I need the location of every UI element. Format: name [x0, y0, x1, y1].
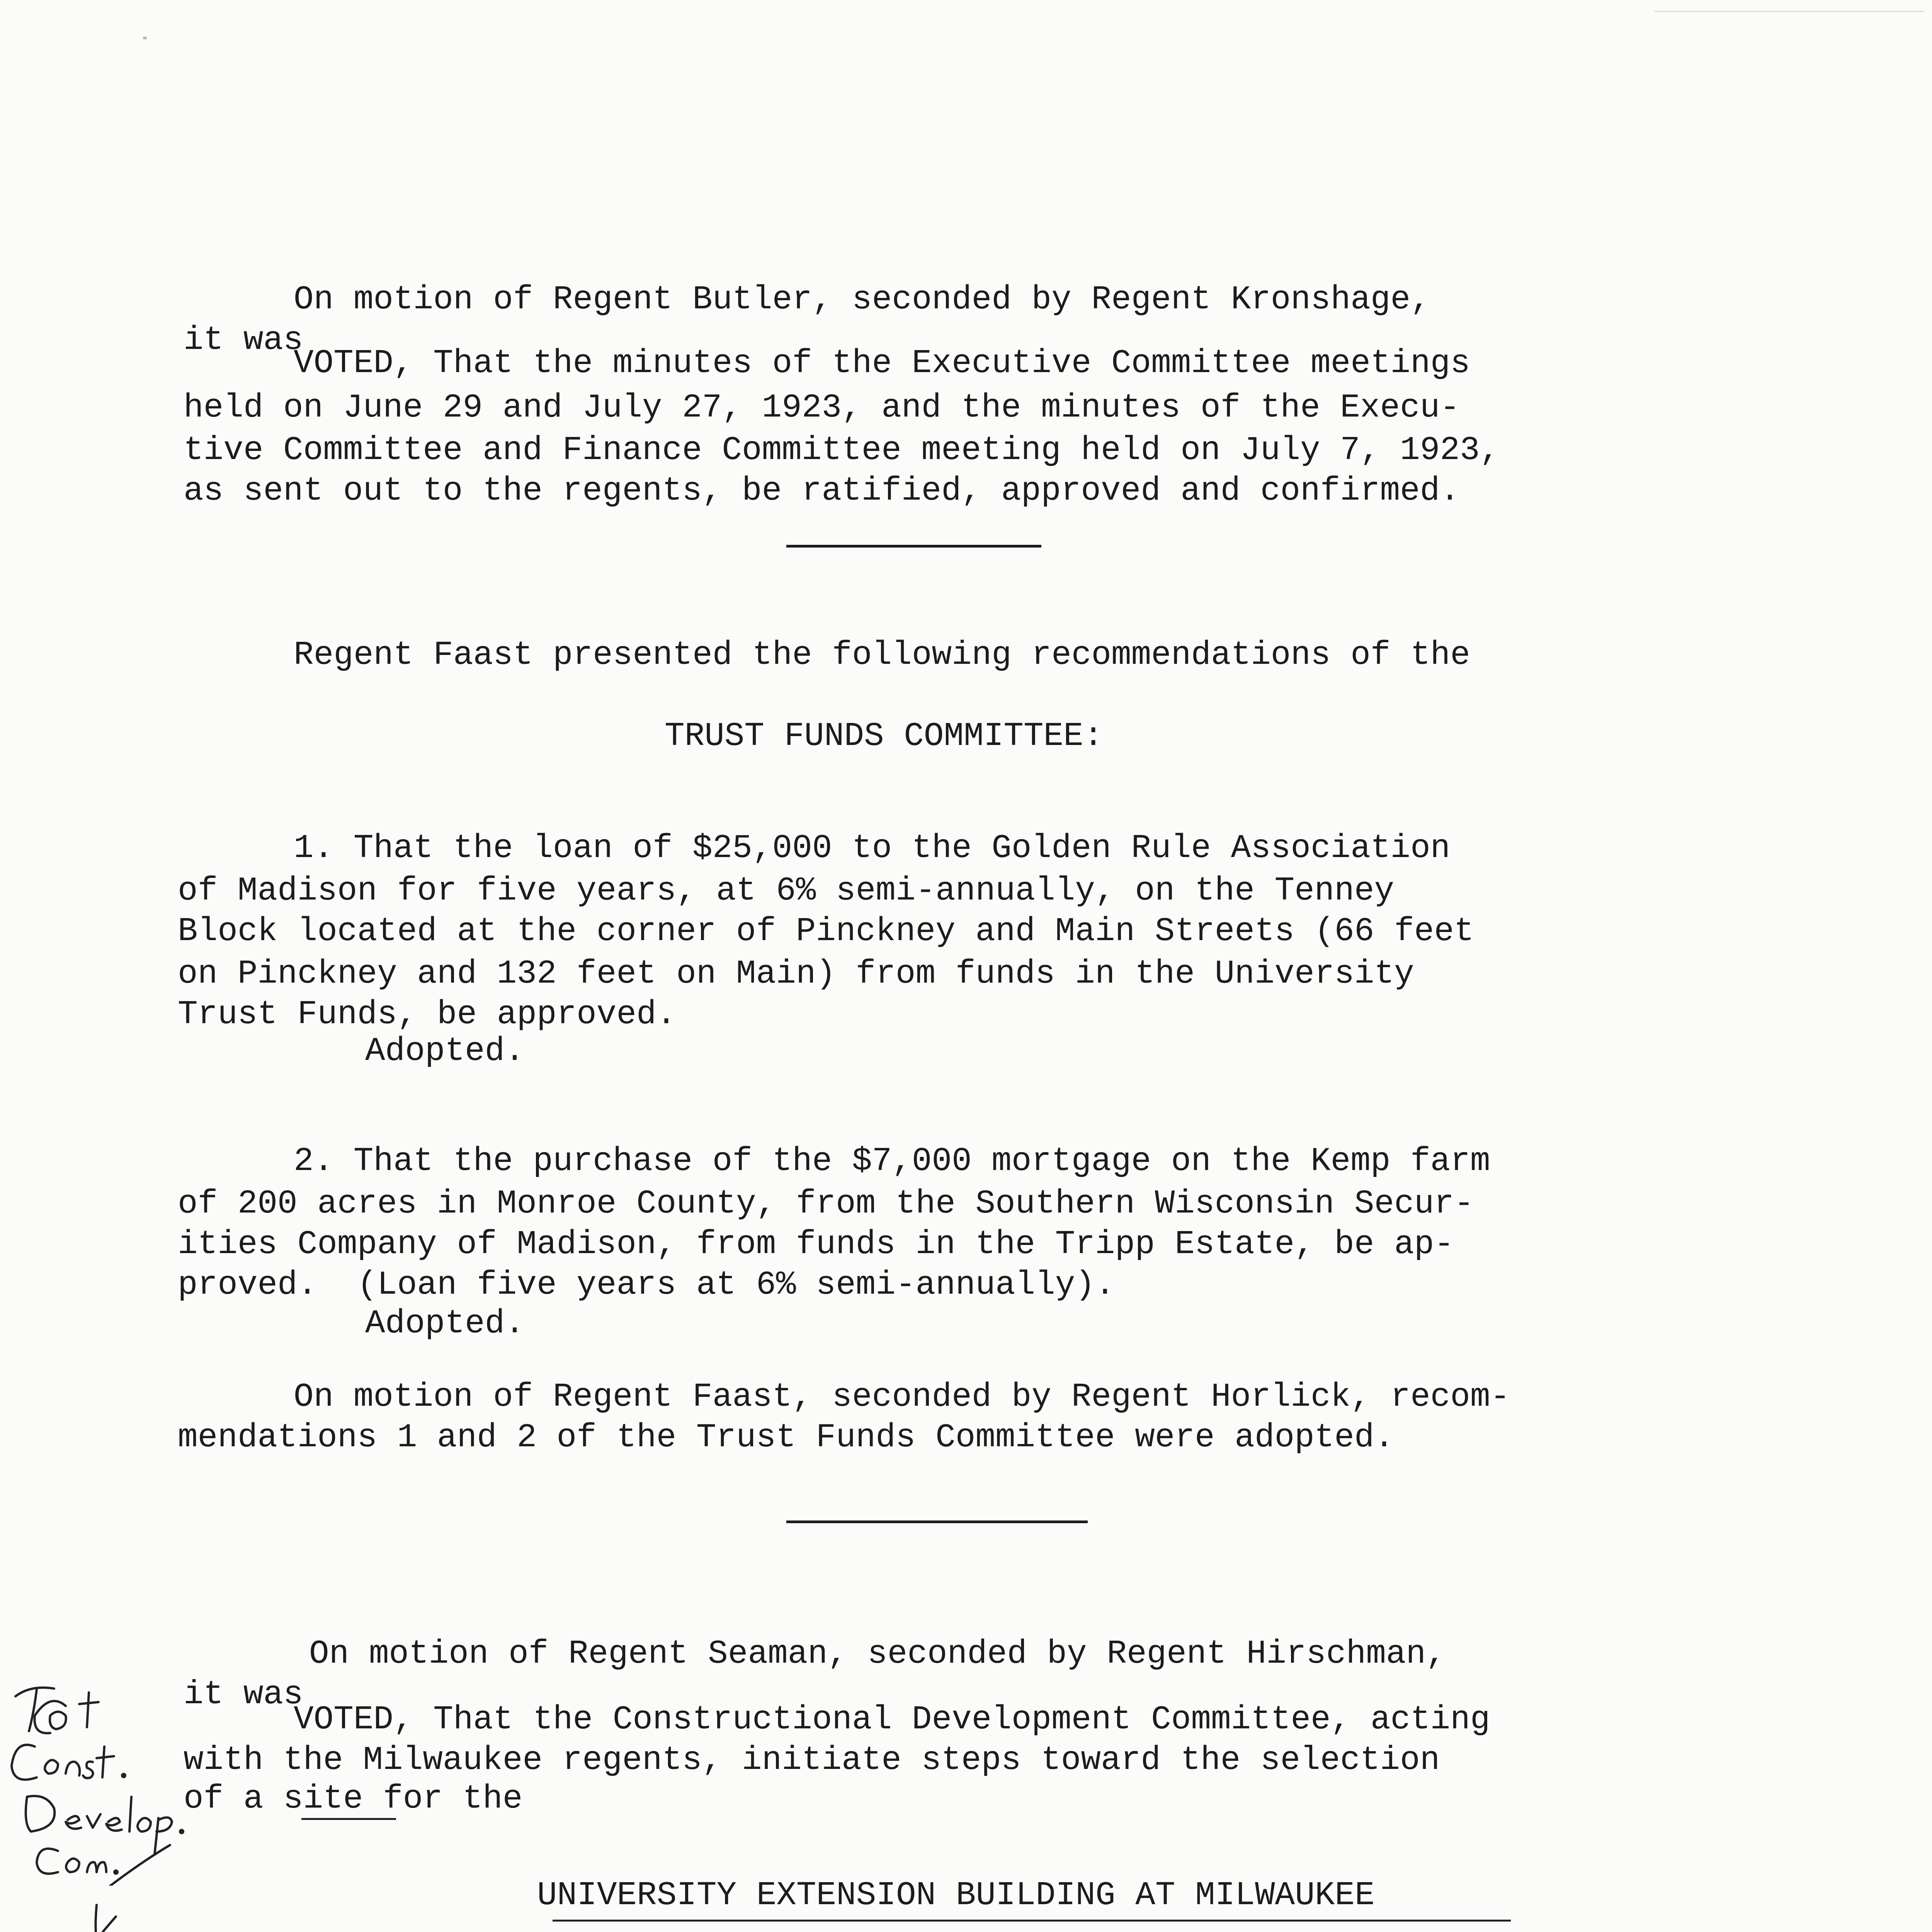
recommendation-1-line-2: of Madison for five years, at 6% semi-annually, on the Tenney — [178, 872, 1395, 910]
scan-edge — [1654, 11, 1924, 12]
recommendation-1-status: Adopted. — [365, 1032, 525, 1070]
recommendation-1-line-4: on Pinckney and 132 feet on Main) from funds in the University — [178, 955, 1414, 993]
extension-building-heading: UNIVERSITY EXTENSION BUILDING AT MILWAUKEE — [537, 1876, 1375, 1914]
minutes-motion-line-6: as sent out to the regents, be ratified, approved and confirmed. — [184, 472, 1460, 510]
minutes-motion-line-2: it was — [184, 321, 303, 359]
section-divider — [786, 1520, 1088, 1523]
trust-funds-heading: TRUST FUNDS COMMITTEE: — [665, 717, 1104, 755]
recommendation-2-line-2: of 200 acres in Monroe County, from the Southern Wisconsin Secur- — [178, 1185, 1474, 1223]
extension-motion-line-2: it was — [184, 1675, 303, 1713]
faast-intro-line: Regent Faast presented the following recommendations of the — [294, 636, 1470, 674]
recommendation-1-line-3: Block located at the corner of Pinckney and Main Streets (66 feet — [178, 912, 1474, 950]
handwritten-margin-note — [0, 1669, 201, 1886]
scan-speck — [143, 37, 147, 39]
recommendation-2-status: Adopted. — [365, 1304, 525, 1342]
minutes-motion-line-4: held on June 29 and July 27, 1923, and the minutes of the Execu- — [184, 389, 1460, 427]
recommendation-1-line-5: Trust Funds, be approved. — [178, 995, 677, 1033]
recommendation-2-line-3: ities Company of Madison, from funds in the Tripp Estate, be ap- — [178, 1225, 1454, 1263]
section-divider — [786, 545, 1041, 548]
extension-motion-line-1: On motion of Regent Seaman, seconded by Regent Hirschman, — [309, 1635, 1446, 1673]
extension-motion-line-5: of a site for the — [184, 1780, 523, 1818]
extension-motion-line-4: with the Milwaukee regents, initiate steps toward the selection — [184, 1741, 1440, 1779]
recommendation-2-line-1: 2. That the purchase of the $7,000 mortgage on the Kemp farm — [294, 1142, 1490, 1180]
recommendation-2-line-4: proved. (Loan five years at 6% semi-annually). — [178, 1266, 1115, 1304]
adoption-motion-line-1: On motion of Regent Faast, seconded by Regent Horlick, recom- — [294, 1378, 1510, 1416]
site-underline — [301, 1818, 396, 1820]
heading-underline — [553, 1920, 1511, 1922]
adoption-motion-line-2: mendations 1 and 2 of the Trust Funds Committee were adopted. — [178, 1418, 1395, 1456]
recommendation-1-line-1: 1. That the loan of $25,000 to the Golden Rule Association — [294, 829, 1451, 867]
minutes-motion-line-5: tive Committee and Finance Committee meeting held on July 7, 1923, — [184, 431, 1500, 469]
minutes-motion-line-3: VOTED, That the minutes of the Executive Committee meetings — [294, 344, 1470, 382]
extension-motion-line-3: VOTED, That the Constructional Development Committee, acting — [294, 1701, 1490, 1738]
minutes-motion-line-1: On motion of Regent Butler, seconded by Regent Kronshage, — [294, 281, 1430, 318]
check-mark-icon — [73, 1893, 128, 1932]
